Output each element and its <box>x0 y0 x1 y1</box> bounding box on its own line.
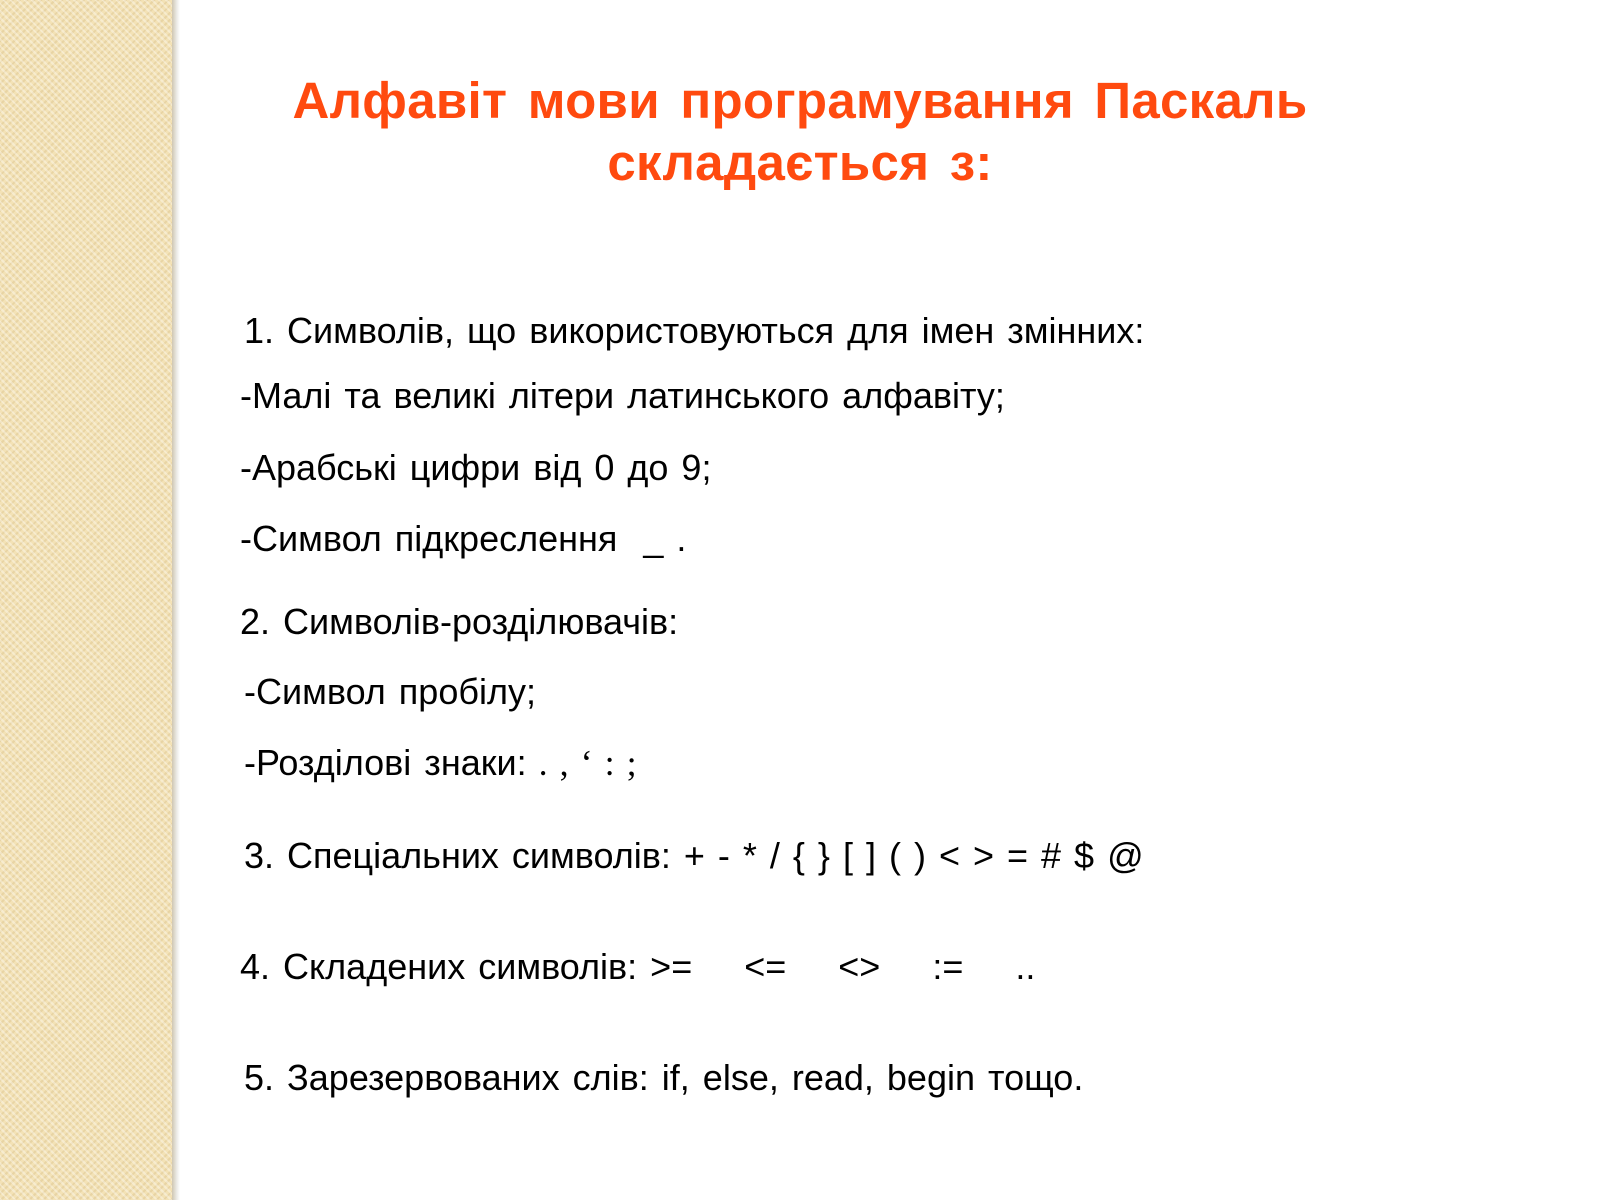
item-3-special-symbols: 3. Спеціальних символів: + - * / { } [ ] ( ) < > = # $ @ <box>244 835 1144 876</box>
item-2-separator-symbols: 2. Символів-розділювачів: <box>240 601 679 642</box>
item-4-compound-symbols: 4. Складених символів: >= <= <> := .. <box>240 946 1036 987</box>
item-5-reserved-words: 5. Зарезервованих слів: if, else, read, begin тощо. <box>244 1057 1084 1098</box>
item-latin-letters: -Малі та великі літери латинського алфавіту; <box>240 375 1005 416</box>
side-strip-shadow <box>172 0 180 1200</box>
slide-title: Алфавіт мови програмування Паскаль складається з: <box>292 72 1308 191</box>
item-1-variable-name-symbols: 1. Символів, що використовуються для імен змінних: <box>244 310 1145 351</box>
item-space-symbol: -Символ пробілу; <box>244 671 536 712</box>
punctuation-label: -Розділові знаки: <box>244 742 527 783</box>
item-punctuation-marks <box>244 741 637 785</box>
item-arabic-digits: -Арабські цифри від 0 до 9; <box>240 447 712 488</box>
decorative-side-strip <box>0 0 172 1200</box>
punctuation-symbols: . , ‘ : ; <box>526 743 637 783</box>
item-underscore-symbol: -Символ підкреслення _ . <box>240 518 687 559</box>
